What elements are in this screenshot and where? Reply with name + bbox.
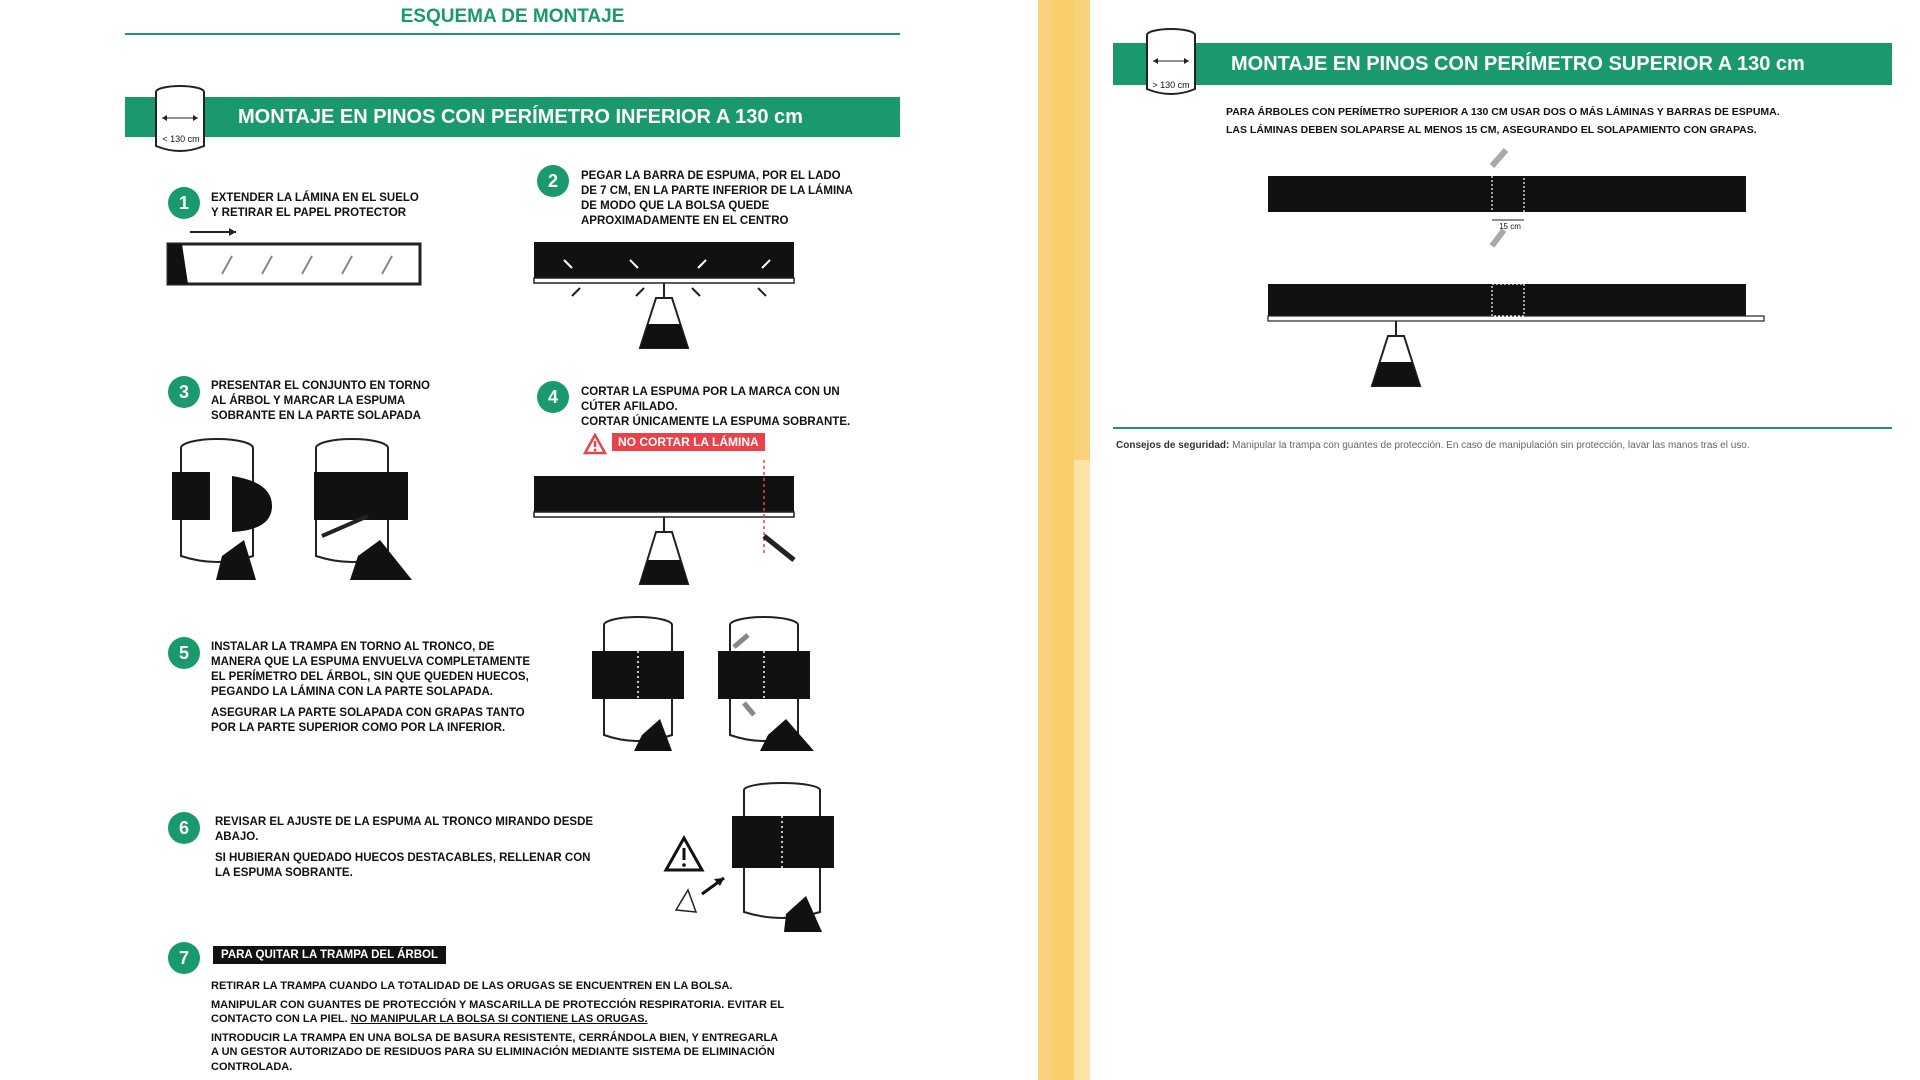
- step-4-cut-illustration: [532, 460, 802, 588]
- right-description: PARA ÁRBOLES CON PERÍMETRO SUPERIOR A 130 CM USAR DOS O MÁS LÁMINAS Y BARRAS DE ESPUMA. LAS LÁMINAS DEBEN SOLAPARSE AL MENOS 15 CM, ASEGURANDO EL SOLAPAMIENTO CON GRAPAS.: [1226, 106, 1780, 136]
- remove-trap-tag: PARA QUITAR LA TRAMPA DEL ÁRBOL: [213, 946, 446, 964]
- step-4-number: 4: [537, 381, 569, 413]
- can-label-under: < 130 cm: [162, 134, 200, 144]
- title-rule: [125, 33, 900, 35]
- section-title-right: MONTAJE EN PINOS CON PERÍMETRO SUPERIOR A 130 cm: [1231, 52, 1805, 75]
- step-3-trunk-illustration: [172, 436, 422, 586]
- step-1-number: 1: [168, 187, 200, 219]
- page-divider: [1038, 0, 1090, 1080]
- section-band-over-130: [1113, 43, 1892, 85]
- footer-rule: [1113, 427, 1892, 429]
- step-6-number: 6: [168, 812, 200, 844]
- step-1-text: EXTENDER LA LÁMINA EN EL SUELO Y RETIRAR EL PAPEL PROTECTOR: [211, 192, 419, 219]
- no-cut-warning: NO CORTAR LA LÁMINA: [612, 433, 765, 451]
- step-7-number: 7: [168, 942, 200, 974]
- section-band-under-130: [125, 97, 900, 137]
- step-3-text: PRESENTAR EL CONJUNTO EN TORNO AL ÁRBOL Y MARCAR LA ESPUMA SOBRANTE EN LA PARTE SOLAPADA: [211, 380, 430, 422]
- no-handle-warning: NO MANIPULAR LA BOLSA SI CONTIENE LAS ORUGAS.: [350, 1013, 648, 1025]
- step-7-text: RETIRAR LA TRAMPA CUANDO LA TOTALIDAD DE LAS ORUGAS SE ENCUENTREN EN LA BOLSA. MANIPULAR CON GUANTES DE PROTECCIÓN Y MASCARILLA DE PROTECCIÓN RESPIRATORIA. EVITAR EL CONTACTO CON LA PIEL. NO MANIPULAR LA BOLSA SI CONTIENE LAS ORUGAS. INTRODUCIR LA TRAMPA EN UNA BOLSA DE BASURA RESISTENTE, CERRÁNDOLA BIEN, Y ENTREGARLA A UN GESTOR AUTORIZADO DE RESIDUOS PARA SU ELIMINACIÓN MEDIANTE SISTEMA DE ELIMINACIÓN CONTROLADA.: [211, 980, 785, 1073]
- section-title: MONTAJE EN PINOS CON PERÍMETRO INFERIOR A 130 cm: [238, 105, 803, 128]
- step-1-sheet-illustration: [166, 222, 426, 288]
- document-title: ESQUEMA DE MONTAJE: [400, 6, 625, 27]
- can-label-over: > 130 cm: [1152, 80, 1190, 90]
- step-4-text: CORTAR LA ESPUMA POR LA MARCA CON UN CÚTER AFILADO. CORTAR ÚNICAMENTE LA ESPUMA SOBRANTE.: [581, 386, 851, 428]
- safety-note: Consejos de seguridad: Manipular la trampa con guantes de protección. En caso de manipulación sin protección, lavar las manos tras el uso.: [1116, 440, 1750, 451]
- step-6-check-illustration: [662, 782, 852, 934]
- warning-triangle-icon: [583, 433, 607, 455]
- overlap-diagram: [1266, 146, 1766, 390]
- step-6-text: REVISAR EL AJUSTE DE LA ESPUMA AL TRONCO MIRANDO DESDE ABAJO. SI HUBIERAN QUEDADO HUECOS DESTACABLES, RELLENAR CON LA ESPUMA SOBRANTE.: [215, 816, 594, 879]
- step-2-foam-illustration: [532, 238, 798, 353]
- step-3-number: 3: [168, 376, 200, 408]
- step-2-number: 2: [537, 165, 569, 197]
- step-5-number: 5: [168, 637, 200, 669]
- step-2-text: PEGAR LA BARRA DE ESPUMA, POR EL LADO DE 7 CM, EN LA PARTE INFERIOR DE LA LÁMINA DE MODO QUE LA BOLSA QUEDE APROXIMADAMENTE EN EL CENTRO: [581, 170, 853, 227]
- step-5-text: INSTALAR LA TRAMPA EN TORNO AL TRONCO, DE MANERA QUE LA ESPUMA ENVUELVA COMPLETAMENTE EL PERÍMETRO DEL ÁRBOL, SIN QUE QUEDEN HUECOS, PEGANDO LA LÁMINA CON LA PARTE SOLAPADA. ASEGURAR LA PARTE SOLAPADA CON GRAPAS TANTO POR LA PARTE SUPERIOR COMO POR LA INFERIOR.: [211, 641, 531, 734]
- overlap-label: 15 cm: [1499, 222, 1521, 231]
- step-5-install-illustration: [588, 615, 828, 755]
